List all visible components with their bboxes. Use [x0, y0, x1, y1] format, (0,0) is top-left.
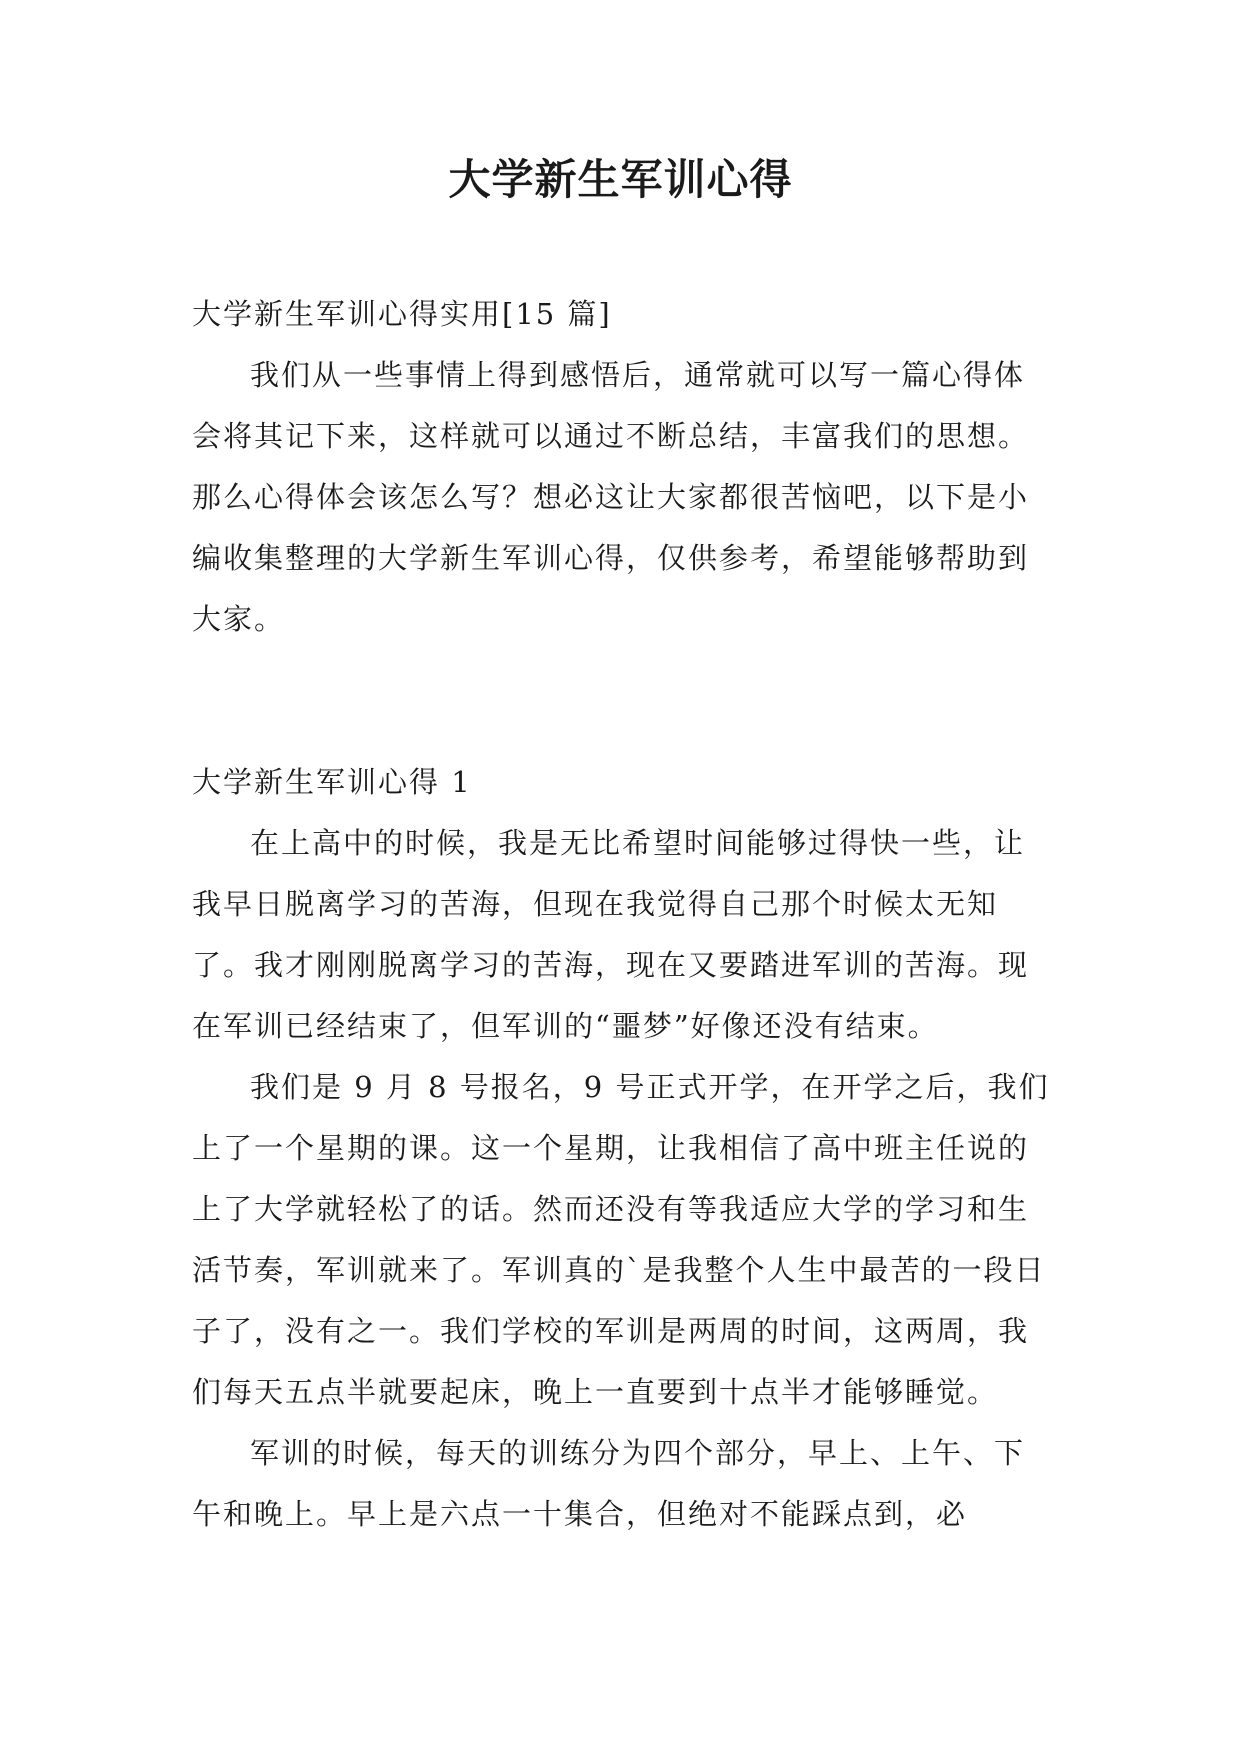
section-1	[192, 752, 1052, 1545]
intro-paragraph: 我们从一些事情上得到感悟后，通常就可以写一篇心得体会将其记下来，这样就可以通过不断总结，丰富我们的思想。那么心得体会该怎么写？想必这让大家都很苦恼吧，以下是小编收集整理的大学新生军训心得，仅供参考，希望能够帮助到大家。	[192, 358, 1030, 636]
section-paragraph: 我们是 9 月 8 号报名，9 号正式开学，在开学之后，我们上了一个星期的课。这一个星期，让我相信了高中班主任说的上了大学就轻松了的话。然而还没有等我适应大学的学习和生活节奏，军训就来了。军训真的`是我整个人生中最苦的一段日子了，没有之一。我们学校的军训是两周的时间，这两周，我们每天五点半就要起床，晚上一直要到十点半才能够睡觉。	[192, 1070, 1050, 1409]
section-heading: 大学新生军训心得 1	[192, 765, 472, 799]
document-subtitle: 大学新生军训心得实用[15 篇]	[192, 297, 612, 331]
intro-block	[192, 284, 1052, 650]
document-title: 大学新生军训心得	[448, 155, 793, 204]
section-paragraph: 军训的时候，每天的训练分为四个部分，早上、上午、下午和晚上。早上是六点一十集合，但绝对不能踩点到，必	[192, 1436, 1026, 1531]
section-paragraph: 在上高中的时候，我是无比希望时间能够过得快一些，让我早日脱离学习的苦海，但现在我觉得自己那个时候太无知了。我才刚刚脱离学习的苦海，现在又要踏进军训的苦海。现在军训已经结束了，但军训的“噩梦”好像还没有结束。	[192, 826, 1030, 1043]
